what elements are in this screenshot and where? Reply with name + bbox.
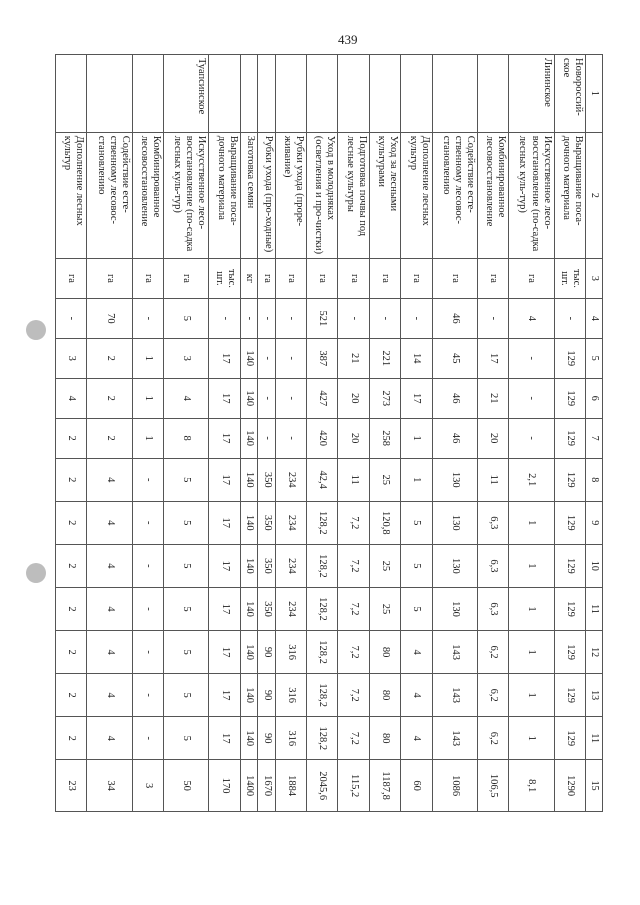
value-cell: - [132, 298, 163, 338]
header-cell: 1 [586, 55, 603, 133]
unit-cell: га [164, 258, 209, 298]
value-cell: 316 [275, 631, 306, 674]
value-cell: 129 [554, 418, 585, 458]
unit-cell: га [401, 258, 432, 298]
value-cell: 521 [307, 298, 338, 338]
value-cell: 90 [258, 631, 275, 674]
table-row [56, 55, 87, 812]
value-cell: 25 [369, 458, 400, 501]
value-cell: 316 [275, 674, 306, 717]
value-cell: 140 [240, 674, 257, 717]
value-cell: - [132, 544, 163, 587]
value-cell: 80 [369, 717, 400, 760]
value-cell: 1 [401, 458, 432, 501]
value-cell: 2,1 [509, 458, 554, 501]
header-cell: 13 [586, 674, 603, 717]
forest-activities-table [55, 54, 603, 812]
value-cell: 140 [240, 378, 257, 418]
value-cell: 2 [56, 458, 87, 501]
region-cell: Новороссий-ское [554, 55, 585, 133]
value-cell: - [509, 418, 554, 458]
header-cell: 6 [586, 378, 603, 418]
table-row [338, 55, 369, 812]
unit-cell: га [132, 258, 163, 298]
activity-cell: Выращивание поса-дочного материала [209, 132, 240, 258]
value-cell: 128,2 [307, 501, 338, 544]
activity-cell: Содействие есте-ственному лесовос-становлению [432, 132, 477, 258]
value-cell: 1 [509, 587, 554, 630]
value-cell: 3 [132, 760, 163, 812]
value-cell: 4 [401, 631, 432, 674]
value-cell: - [369, 298, 400, 338]
header-cell: 11 [586, 587, 603, 630]
value-cell: 6,2 [477, 674, 508, 717]
value-cell: 5 [164, 458, 209, 501]
value-cell: 143 [432, 631, 477, 674]
header-cell: 5 [586, 338, 603, 378]
unit-cell: га [338, 258, 369, 298]
unit-cell: га [87, 258, 132, 298]
value-cell: 130 [432, 544, 477, 587]
value-cell: 1 [132, 338, 163, 378]
value-cell: 5 [401, 544, 432, 587]
value-cell: - [554, 298, 585, 338]
value-cell: 1670 [258, 760, 275, 812]
value-cell: 316 [275, 717, 306, 760]
value-cell: 1 [509, 717, 554, 760]
value-cell: - [132, 631, 163, 674]
value-cell: 5 [164, 674, 209, 717]
value-cell: 1 [132, 378, 163, 418]
region-cell [258, 55, 275, 133]
value-cell: 140 [240, 418, 257, 458]
page-number: 439 [338, 32, 358, 47]
value-cell: 2045,6 [307, 760, 338, 812]
value-cell: 1884 [275, 760, 306, 812]
region-cell [477, 55, 508, 133]
activity-cell: Содействие есте-ственному лесовос-становлению [87, 132, 132, 258]
value-cell: - [258, 378, 275, 418]
value-cell: 2 [56, 631, 87, 674]
value-cell: 350 [258, 544, 275, 587]
value-cell: 1 [509, 631, 554, 674]
region-cell [432, 55, 477, 133]
header-cell: 3 [586, 258, 603, 298]
region-cell [401, 55, 432, 133]
header-row [586, 55, 603, 812]
value-cell: - [209, 298, 240, 338]
unit-cell: га [432, 258, 477, 298]
value-cell: 234 [275, 544, 306, 587]
value-cell: - [132, 458, 163, 501]
value-cell: 2 [87, 378, 132, 418]
value-cell: 4 [87, 717, 132, 760]
value-cell: 3 [56, 338, 87, 378]
value-cell: 7,2 [338, 501, 369, 544]
header-cell: 10 [586, 544, 603, 587]
region-cell [56, 55, 87, 133]
value-cell: 234 [275, 458, 306, 501]
value-cell: 140 [240, 338, 257, 378]
activity-cell: Искусственное лесо-восстановление (по-садка лесных куль-тур) [509, 132, 554, 258]
unit-cell: га [307, 258, 338, 298]
table-row [554, 55, 585, 812]
value-cell: 7,2 [338, 674, 369, 717]
value-cell: 140 [240, 501, 257, 544]
table-row [132, 55, 163, 812]
value-cell: - [275, 418, 306, 458]
value-cell: 350 [258, 587, 275, 630]
table-row [209, 55, 240, 812]
value-cell: - [275, 338, 306, 378]
value-cell: 6,2 [477, 717, 508, 760]
value-cell: 140 [240, 717, 257, 760]
table-row [275, 55, 306, 812]
value-cell: 34 [87, 760, 132, 812]
activity-cell: Уход за лесными культурами [369, 132, 400, 258]
region-cell [369, 55, 400, 133]
value-cell: - [401, 298, 432, 338]
value-cell: 427 [307, 378, 338, 418]
value-cell: 4 [509, 298, 554, 338]
activity-cell: Рубки ухода (проре-живание) [275, 132, 306, 258]
header-cell: 8 [586, 458, 603, 501]
table-row [401, 55, 432, 812]
value-cell: 6,3 [477, 587, 508, 630]
header-cell: 15 [586, 760, 603, 812]
value-cell: 17 [209, 674, 240, 717]
rotated-table-container [55, 54, 603, 812]
value-cell: 17 [209, 717, 240, 760]
value-cell: 1 [132, 418, 163, 458]
unit-cell: кг [240, 258, 257, 298]
value-cell: 128,2 [307, 674, 338, 717]
header-cell: 4 [586, 298, 603, 338]
value-cell: 120,8 [369, 501, 400, 544]
value-cell: 17 [209, 338, 240, 378]
value-cell: 2 [87, 338, 132, 378]
table-row [258, 55, 275, 812]
value-cell: 20 [338, 418, 369, 458]
value-cell: 8,1 [509, 760, 554, 812]
value-cell: 115,2 [338, 760, 369, 812]
value-cell: 350 [258, 501, 275, 544]
activity-cell: Дополнение лесных культур [56, 132, 87, 258]
value-cell: 42,4 [307, 458, 338, 501]
value-cell: 50 [164, 760, 209, 812]
unit-cell: га [258, 258, 275, 298]
table-row [164, 55, 209, 812]
value-cell: - [56, 298, 87, 338]
value-cell: 4 [164, 378, 209, 418]
value-cell: 128,2 [307, 587, 338, 630]
value-cell: 20 [338, 378, 369, 418]
value-cell: 129 [554, 717, 585, 760]
value-cell: 143 [432, 674, 477, 717]
value-cell: 80 [369, 631, 400, 674]
value-cell: 4 [87, 674, 132, 717]
value-cell: - [132, 587, 163, 630]
value-cell: 1187,8 [369, 760, 400, 812]
value-cell: 21 [338, 338, 369, 378]
unit-cell: га [509, 258, 554, 298]
value-cell: 5 [164, 717, 209, 760]
value-cell: 6,2 [477, 631, 508, 674]
region-cell [338, 55, 369, 133]
activity-cell: Комбинированное лесовосстановление [477, 132, 508, 258]
value-cell: 2 [56, 418, 87, 458]
value-cell: 6,3 [477, 501, 508, 544]
activity-cell: Подготовка почвы под лесные культуры [338, 132, 369, 258]
value-cell: - [275, 378, 306, 418]
value-cell: 14 [401, 338, 432, 378]
value-cell: - [258, 298, 275, 338]
value-cell: 7,2 [338, 587, 369, 630]
value-cell: - [132, 501, 163, 544]
value-cell: 2 [56, 674, 87, 717]
value-cell: 7,2 [338, 631, 369, 674]
activity-cell: Уход в молодняках (осветления и про-чистки) [307, 132, 338, 258]
value-cell: 129 [554, 674, 585, 717]
value-cell: 17 [209, 587, 240, 630]
value-cell: 11 [477, 458, 508, 501]
value-cell: - [258, 338, 275, 378]
value-cell: 46 [432, 418, 477, 458]
region-cell [275, 55, 306, 133]
value-cell: - [509, 338, 554, 378]
region-cell: Туапсинское [164, 55, 209, 133]
unit-cell: га [56, 258, 87, 298]
value-cell: 2 [56, 587, 87, 630]
value-cell: - [240, 298, 257, 338]
value-cell: 140 [240, 631, 257, 674]
value-cell: 46 [432, 298, 477, 338]
value-cell: 129 [554, 501, 585, 544]
value-cell: 21 [477, 378, 508, 418]
value-cell: 17 [477, 338, 508, 378]
value-cell: 4 [87, 501, 132, 544]
value-cell: 3 [164, 338, 209, 378]
unit-cell: га [369, 258, 400, 298]
value-cell: - [477, 298, 508, 338]
value-cell: 420 [307, 418, 338, 458]
value-cell: 90 [258, 717, 275, 760]
value-cell: 60 [401, 760, 432, 812]
value-cell: 128,2 [307, 631, 338, 674]
unit-cell: га [275, 258, 306, 298]
header-cell: 2 [586, 132, 603, 258]
unit-cell: га [477, 258, 508, 298]
value-cell: 7,2 [338, 717, 369, 760]
header-cell: 9 [586, 501, 603, 544]
value-cell: 17 [209, 418, 240, 458]
unit-cell: тыс. шт. [554, 258, 585, 298]
value-cell: 234 [275, 501, 306, 544]
value-cell: 80 [369, 674, 400, 717]
unit-cell: тыс. шт. [209, 258, 240, 298]
value-cell: 17 [209, 378, 240, 418]
table-row [369, 55, 400, 812]
region-cell [132, 55, 163, 133]
value-cell: - [275, 298, 306, 338]
table-row [432, 55, 477, 812]
value-cell: 2 [56, 501, 87, 544]
value-cell: 7,2 [338, 544, 369, 587]
value-cell: 1 [509, 544, 554, 587]
value-cell: 17 [209, 501, 240, 544]
value-cell: 6,3 [477, 544, 508, 587]
value-cell: 4 [87, 544, 132, 587]
value-cell: 5 [164, 631, 209, 674]
value-cell: 221 [369, 338, 400, 378]
value-cell: 129 [554, 378, 585, 418]
value-cell: 387 [307, 338, 338, 378]
value-cell: 25 [369, 587, 400, 630]
value-cell: 1086 [432, 760, 477, 812]
value-cell: 143 [432, 717, 477, 760]
header-cell: 11 [586, 717, 603, 760]
value-cell: 5 [401, 587, 432, 630]
value-cell: 90 [258, 674, 275, 717]
value-cell: 140 [240, 587, 257, 630]
table-row [509, 55, 554, 812]
value-cell: 234 [275, 587, 306, 630]
value-cell: 4 [87, 458, 132, 501]
value-cell: 2 [56, 717, 87, 760]
value-cell: 106,5 [477, 760, 508, 812]
value-cell: 128,2 [307, 544, 338, 587]
value-cell: 258 [369, 418, 400, 458]
value-cell: - [132, 674, 163, 717]
value-cell: 130 [432, 501, 477, 544]
value-cell: 1 [509, 501, 554, 544]
value-cell: - [132, 717, 163, 760]
value-cell: 129 [554, 544, 585, 587]
value-cell: - [509, 378, 554, 418]
value-cell: 5 [164, 298, 209, 338]
value-cell: 128,2 [307, 717, 338, 760]
binder-hole-top [26, 320, 46, 340]
table-row [307, 55, 338, 812]
activity-cell: Заготовка семян [240, 132, 257, 258]
header-cell: 12 [586, 631, 603, 674]
value-cell: 129 [554, 587, 585, 630]
value-cell: 17 [209, 544, 240, 587]
value-cell: 70 [87, 298, 132, 338]
activity-cell: Комбинированное лесовосстановление [132, 132, 163, 258]
value-cell: 20 [477, 418, 508, 458]
value-cell: 23 [56, 760, 87, 812]
value-cell: 273 [369, 378, 400, 418]
region-cell [240, 55, 257, 133]
region-cell: Лининское [509, 55, 554, 133]
value-cell: 5 [164, 587, 209, 630]
value-cell: 1400 [240, 760, 257, 812]
region-cell [307, 55, 338, 133]
value-cell: 4 [56, 378, 87, 418]
value-cell: - [338, 298, 369, 338]
region-cell [87, 55, 132, 133]
value-cell: 170 [209, 760, 240, 812]
value-cell: 4 [401, 717, 432, 760]
table-row [477, 55, 508, 812]
value-cell: 130 [432, 587, 477, 630]
table-row [240, 55, 257, 812]
activity-cell: Дополнение лесных культур [401, 132, 432, 258]
table-row [87, 55, 132, 812]
value-cell: - [258, 418, 275, 458]
value-cell: 11 [338, 458, 369, 501]
region-cell [209, 55, 240, 133]
value-cell: 2 [87, 418, 132, 458]
value-cell: 5 [164, 501, 209, 544]
activity-cell: Искусственное лесо-восстановление (по-садка лесных куль-тур) [164, 132, 209, 258]
value-cell: 8 [164, 418, 209, 458]
value-cell: 45 [432, 338, 477, 378]
value-cell: 130 [432, 458, 477, 501]
value-cell: 4 [87, 631, 132, 674]
value-cell: 5 [164, 544, 209, 587]
value-cell: 2 [56, 544, 87, 587]
value-cell: 4 [87, 587, 132, 630]
activity-cell: Рубки ухода (про-ходные) [258, 132, 275, 258]
activity-cell: Выращивание поса-дочного материала [554, 132, 585, 258]
value-cell: 17 [209, 458, 240, 501]
value-cell: 5 [401, 501, 432, 544]
value-cell: 4 [401, 674, 432, 717]
value-cell: 25 [369, 544, 400, 587]
value-cell: 17 [401, 378, 432, 418]
value-cell: 46 [432, 378, 477, 418]
header-cell: 7 [586, 418, 603, 458]
value-cell: 129 [554, 458, 585, 501]
value-cell: 129 [554, 631, 585, 674]
value-cell: 1 [401, 418, 432, 458]
value-cell: 129 [554, 338, 585, 378]
value-cell: 17 [209, 631, 240, 674]
value-cell: 350 [258, 458, 275, 501]
binder-hole-bottom [26, 563, 46, 583]
value-cell: 1290 [554, 760, 585, 812]
value-cell: 1 [509, 674, 554, 717]
value-cell: 140 [240, 458, 257, 501]
value-cell: 140 [240, 544, 257, 587]
